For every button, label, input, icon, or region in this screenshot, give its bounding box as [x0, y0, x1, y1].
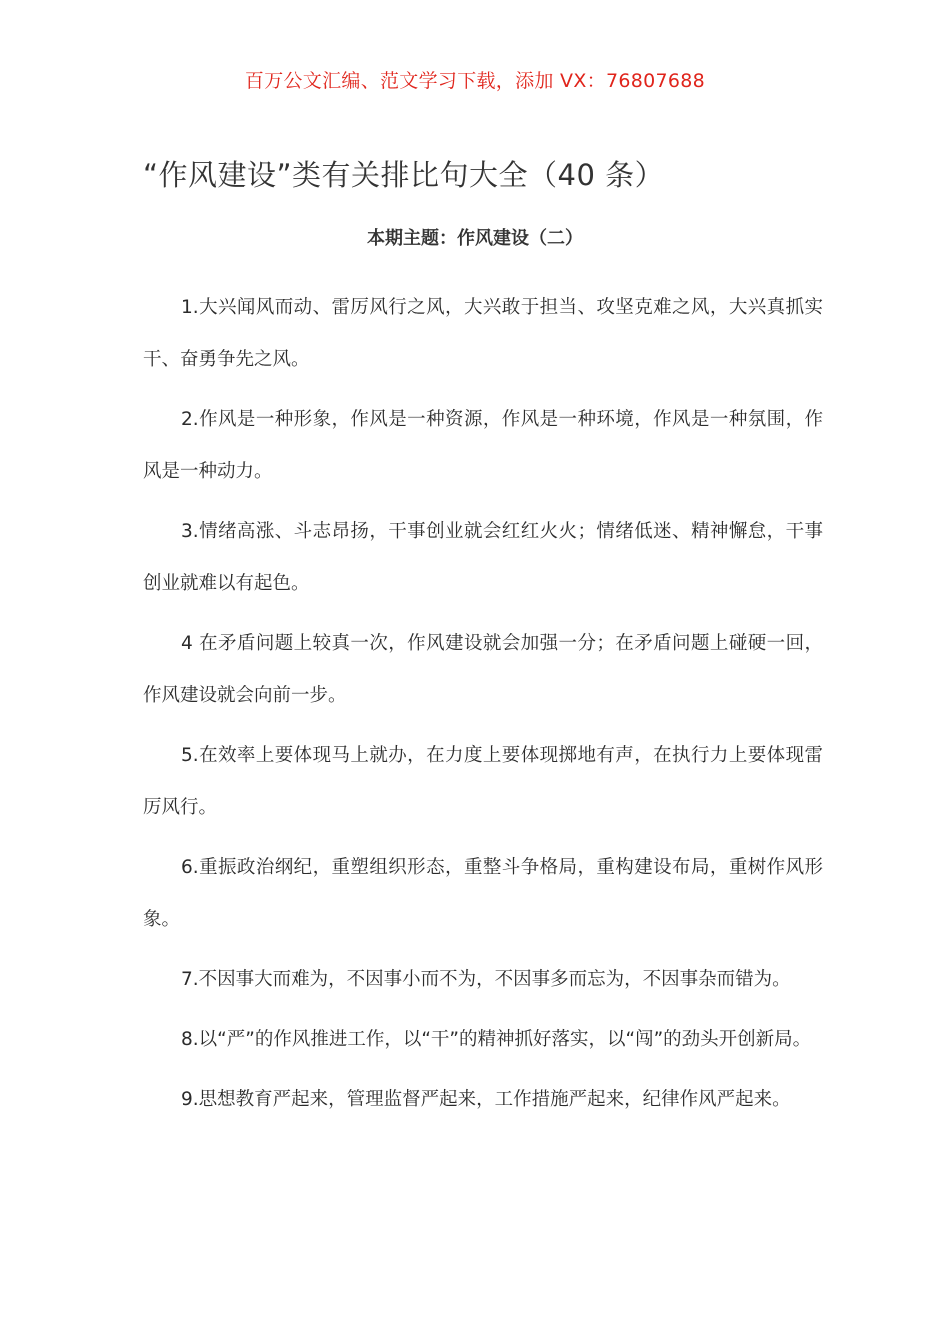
paragraph: 2.作风是一种形象，作风是一种资源，作风是一种环境，作风是一种氛围，作风是一种动力。 [143, 409, 823, 482]
document-title: “作风建设”类有关排比句大全（40 条） [143, 158, 665, 192]
paragraph: 7.不因事大而难为，不因事小而不为，不因事多而忘为，不因事杂而错为。 [181, 969, 791, 990]
header-banner: 百万公文汇编、范文学习下载，添加 VX：76807688 [244, 70, 706, 92]
paragraph: 9.思想教育严起来，管理监督严起来，工作措施严起来，纪律作风严起来。 [181, 1089, 791, 1110]
paragraph: 5.在效率上要体现马上就办，在力度上要体现掷地有声，在执行力上要体现雷厉风行。 [143, 745, 823, 818]
paragraph: 8.以“严”的作风推进工作，以“干”的精神抓好落实，以“闯”的劲头开创新局。 [181, 1029, 812, 1050]
paragraph: 6.重振政治纲纪，重塑组织形态，重整斗争格局，重构建设布局，重树作风形象。 [143, 857, 823, 930]
document-body [143, 282, 823, 1134]
paragraph: 3.情绪高涨、斗志昂扬，干事创业就会红红火火；情绪低迷、精神懈怠，干事创业就难以有起色。 [143, 521, 823, 594]
paragraph: 4 在矛盾问题上较真一次，作风建设就会加强一分；在矛盾问题上碰硬一回，作风建设就会向前一步。 [143, 633, 823, 706]
document-subtitle: 本期主题：作风建设（二） [367, 228, 583, 249]
paragraph: 1.大兴闻风而动、雷厉风行之风，大兴敢于担当、攻坚克难之风，大兴真抓实干、奋勇争先之风。 [143, 297, 823, 370]
